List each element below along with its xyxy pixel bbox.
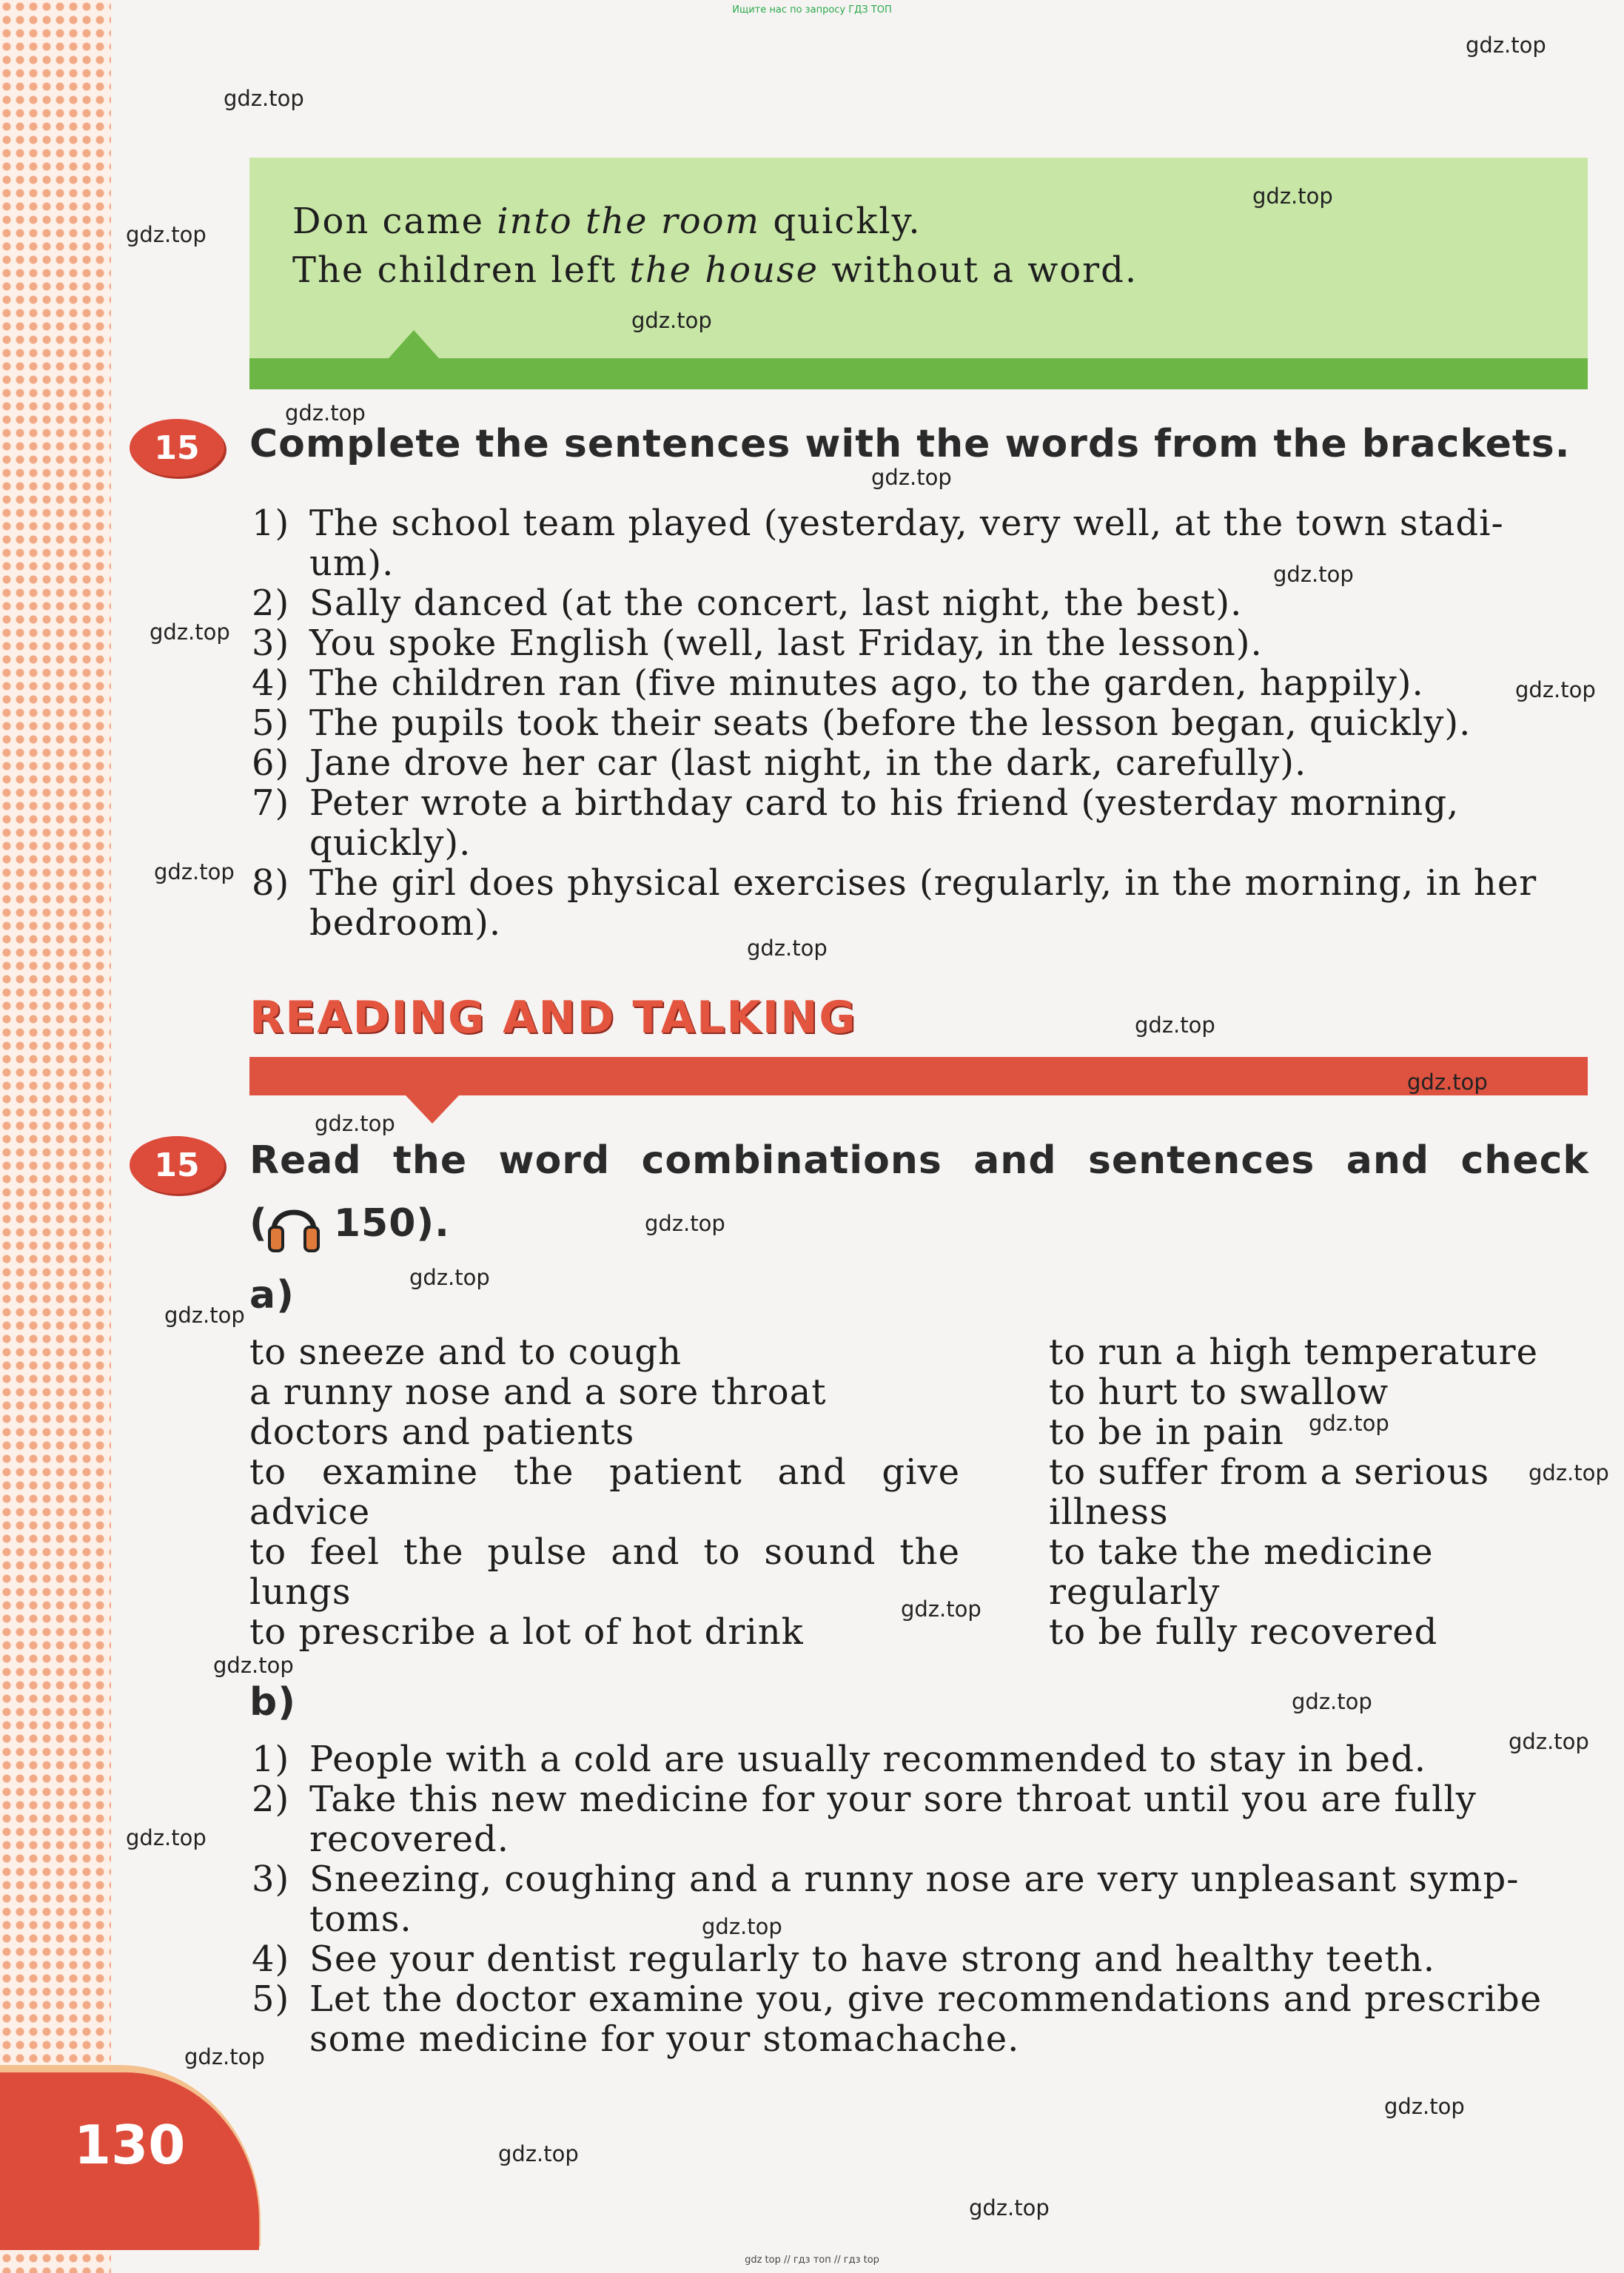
section-title: READING AND TALKING bbox=[249, 992, 857, 1044]
watermark: gdz.top bbox=[747, 936, 828, 961]
watermark: gdz.top bbox=[150, 620, 230, 645]
watermark: gdz.top bbox=[126, 1825, 207, 1850]
bottom-note: gdz top // гдз топ // гдз top bbox=[745, 2254, 879, 2266]
rule-box-bar bbox=[249, 358, 1588, 389]
watermark: gdz.top bbox=[315, 1111, 395, 1136]
watermark: gdz.top bbox=[1384, 2094, 1465, 2119]
list-item: 5) The pupils took their seats (before the lesson began, quickly). bbox=[252, 702, 1472, 744]
part-a-label: a) bbox=[249, 1273, 295, 1317]
watermark: gdz.top bbox=[1509, 1729, 1589, 1754]
page-number: 130 bbox=[74, 2114, 186, 2176]
watermark: gdz.top bbox=[901, 1597, 982, 1622]
list-item: 3) You spoke English (well, last Friday, in the lesson). bbox=[252, 622, 1263, 664]
watermark: gdz.top bbox=[184, 2044, 265, 2069]
task-title: Complete the sentences with the words from the brackets. bbox=[249, 422, 1571, 466]
task2-b-list bbox=[252, 1739, 1590, 2060]
list-item: 4) See your dentist regularly to have strong and healthy teeth. bbox=[252, 1938, 1435, 1980]
watermark: gdz.top bbox=[1252, 184, 1333, 209]
list-item: to be in pain bbox=[1049, 1411, 1284, 1453]
list-item: to prescribe a lot of hot drink bbox=[249, 1611, 804, 1653]
list-item: 7) Peter wrote a birthday card to his friend (yesterday morning, quickly). bbox=[252, 782, 1460, 864]
watermark: gdz.top bbox=[164, 1303, 245, 1328]
watermark: gdz.top bbox=[126, 222, 207, 247]
list-item: to feel the pulse and to sound the bbox=[249, 1531, 960, 1573]
watermark: gdz.top bbox=[969, 2195, 1050, 2220]
top-note: Ищите нас по запросу ГДЗ ТОП bbox=[732, 4, 892, 16]
list-item: to hurt to swallow bbox=[1049, 1371, 1389, 1413]
rule-box-notch bbox=[389, 330, 439, 358]
watermark: gdz.top bbox=[1273, 562, 1354, 587]
list-item: to examine the patient and give bbox=[249, 1451, 960, 1493]
list-item: 6) Jane drove her car (last night, in the dark, carefully). bbox=[252, 742, 1307, 784]
watermark: gdz.top bbox=[871, 465, 952, 490]
list-item: 2) Take this new medicine for your sore throat until you are fully recovered. bbox=[252, 1779, 1477, 1860]
section-bar bbox=[249, 1057, 1588, 1095]
watermark: gdz.top bbox=[1407, 1070, 1488, 1095]
task-number-badge: 15 bbox=[130, 1136, 224, 1194]
watermark: gdz.top bbox=[224, 86, 304, 111]
watermark: gdz.top bbox=[1292, 1689, 1372, 1714]
list-item: 8) The girl does physical exercises (regularly, in the morning, in her bedroom). bbox=[252, 862, 1537, 944]
list-item: 1) People with a cold are usually recommended to stay in bed. bbox=[252, 1739, 1427, 1780]
watermark: gdz.top bbox=[409, 1265, 490, 1290]
list-item: advice bbox=[249, 1491, 371, 1533]
list-item: 1) The school team played (yesterday, very well, at the town stadi- um). bbox=[252, 503, 1504, 584]
right-column bbox=[1049, 1332, 1589, 1652]
rule-line-2: The children left the house without a word. bbox=[292, 249, 1138, 291]
watermark: gdz.top bbox=[645, 1211, 725, 1236]
section-notch bbox=[406, 1095, 459, 1124]
list-item: 2) Sally danced (at the concert, last night, the best). bbox=[252, 582, 1243, 624]
list-item: to sneeze and to cough bbox=[249, 1332, 682, 1373]
list-item: 4) The children ran (five minutes ago, to the garden, happily). bbox=[252, 662, 1424, 704]
watermark: gdz.top bbox=[1466, 33, 1546, 58]
watermark: gdz.top bbox=[1135, 1013, 1215, 1038]
watermark: gdz.top bbox=[213, 1653, 294, 1678]
rule-line-1: Don came into the room quickly. bbox=[292, 201, 922, 242]
watermark: gdz.top bbox=[1529, 1460, 1609, 1485]
watermark: gdz.top bbox=[1515, 677, 1596, 702]
watermark: gdz.top bbox=[1309, 1411, 1389, 1436]
watermark: gdz.top bbox=[285, 400, 366, 426]
list-item: to be fully recovered bbox=[1049, 1611, 1438, 1653]
side-decoration bbox=[0, 0, 111, 2273]
list-item: to suffer from a serious bbox=[1049, 1451, 1490, 1493]
list-item: a runny nose and a sore throat bbox=[249, 1371, 827, 1413]
list-item: 3) Sneezing, coughing and a runny nose are very unpleasant symp- toms. bbox=[252, 1859, 1520, 1940]
watermark: gdz.top bbox=[631, 308, 712, 333]
list-item: 5) Let the doctor examine you, give recommendations and prescribe some medicine for your stomachache. bbox=[252, 1978, 1543, 2060]
list-item: to run a high temperature bbox=[1049, 1332, 1538, 1373]
task1-list bbox=[252, 503, 1590, 944]
part-b-label: b) bbox=[249, 1680, 296, 1725]
task-number-badge: 15 bbox=[130, 419, 224, 477]
headphones-icon bbox=[268, 1198, 320, 1254]
list-item: regularly bbox=[1049, 1571, 1221, 1613]
list-item: doctors and patients bbox=[249, 1411, 635, 1453]
watermark: gdz.top bbox=[498, 2141, 579, 2166]
task-title-line2: ( 150). bbox=[249, 1198, 450, 1254]
left-column bbox=[249, 1332, 990, 1652]
list-item: illness bbox=[1049, 1491, 1169, 1533]
list-item: lungs bbox=[249, 1571, 352, 1613]
list-item: to take the medicine bbox=[1049, 1531, 1434, 1573]
watermark: gdz.top bbox=[154, 859, 235, 884]
task-title: Read the word combinations and sentences and check bbox=[249, 1138, 1589, 1183]
watermark: gdz.top bbox=[702, 1914, 782, 1939]
